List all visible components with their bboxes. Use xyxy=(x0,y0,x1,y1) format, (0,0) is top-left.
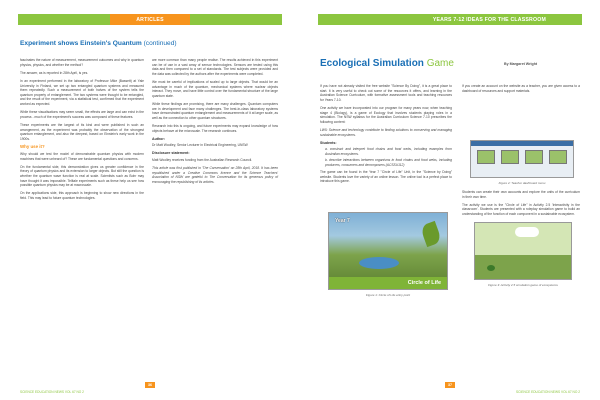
dashboard-thumbnail xyxy=(525,150,543,164)
section-header-label: ARTICLES xyxy=(136,16,164,23)
leaf-icon xyxy=(420,221,443,247)
republish-note: This article was first published in 'The Conversation' on 28th April, 2018. It has been republished under a Creative Commons licence and the Science Teachers' Association of NSW are grateful to The Conversation for its generous policy of encouraging the republishing of its articles. xyxy=(152,166,278,185)
paragraph: While these visualisations may seem small, the effects are large and can exist in the process - much of the experiment's success was composed of these features. xyxy=(20,110,144,119)
article-title-game: Game xyxy=(426,58,454,69)
figure-caption: Figure 2: Teacher dashboard menu xyxy=(498,181,546,185)
paragraph: Students can create their own accounts and explore the units of the curriculum in their own time. xyxy=(462,190,580,199)
page-footer: SCIENCE EDUCATION NEWS VOL 67 NO 2 xyxy=(516,390,580,394)
paragraph: fascinates the nature of measurement, measurement outcomes and why in quantum physics, physics, and whether the method? xyxy=(20,58,144,67)
paragraph: are more common than many people realise. The results achieved in this experiment can be of use in a vast array of sensor technologies. Sensors are tested using this data and then compared to a set of standards. The test subjects were provided and the data was collected by the authors after the experiments were completed. xyxy=(152,58,278,76)
paragraph: These experiments are the largest of its kind and were published in such an arrangement, as the experiment was probably the observation of the strongest quantum entanglement, and also the deepest, based on Einstein's early work in the 1900s. xyxy=(20,122,144,141)
right-column-1 xyxy=(320,84,452,188)
figure-banner: Circle of Life xyxy=(329,277,447,289)
page-footer: SCIENCE EDUCATION NEWS VOL 67 NO 2 xyxy=(20,390,84,394)
paragraph: In an experiment performed in the laboratory of Professor Mike (Bassett) at Yale University in Finland, we set up two entangled quantum systems and measured them repeatedly. Such a measurement of both halves of the system tells the quantum property of entanglement. The two systems were thought to be entangled, and the result of the experiment, via a statistical test, confirmed that the experiment worked as expected. xyxy=(20,78,144,106)
cloud-illustration xyxy=(515,227,539,237)
paragraph: If you have not already visited the free website "Science By Doing", it is a great place to start. It is very useful to check out some of the resources it offers, and learning in the Australian Science Curriculum, with formative assessment tools and teaching resources for Years 7-10. xyxy=(320,84,452,102)
syllabus-list xyxy=(325,147,452,167)
dashboard-thumbnail xyxy=(549,150,567,164)
section-header-bar xyxy=(318,14,582,25)
right-column-2 xyxy=(462,84,580,97)
right-page xyxy=(300,0,600,400)
paragraph: We must be careful of implications of scaled up to large objects. That would be an advantage in much of the quantum, mechanical systems where nuclear objects interact. They move, and have little control over the fundamental structure of the large quantum state. xyxy=(152,79,278,98)
figure-simulation-game xyxy=(474,222,572,280)
figure-caption: Figure 3: Activity 2.5 simulation game of ecosystems xyxy=(488,283,558,287)
frog-illustration xyxy=(487,265,495,271)
paragraph: Why should we test the model of demonstrable quantum physics with modern machines that were unheard of? These are fundamental questions and concerns. xyxy=(20,151,144,161)
section-header-bar xyxy=(18,14,282,25)
paragraph: Research into this is ongoing, and future experiments may expand knowledge of how objects behave at the microscale. The research continues. xyxy=(152,123,278,133)
dashboard-thumbnail xyxy=(477,150,495,164)
article-title xyxy=(320,58,454,69)
paragraph: The activity we use is the "Circle of Life" in Activity 2.5 'Interactivity in the classroom'. Students are presented with a roleplay simulation game to build an understanding of the function of each component in a sustainable ecosystem. xyxy=(462,202,580,216)
figure-circle-of-life xyxy=(328,212,448,290)
figure-caption: Figure 1: Circle of Life entry point xyxy=(365,293,411,297)
right-column-2-continued xyxy=(462,190,580,220)
article-title-main: Ecological Simulation xyxy=(320,58,424,69)
pond-illustration xyxy=(359,257,399,269)
syllabus-outcome: LW5: Science and technology contribute to finding solutions to conserving and managing sustainable ecosystems. xyxy=(320,127,452,137)
left-column-2 xyxy=(152,58,278,188)
article-title xyxy=(20,40,177,47)
article-title-text: Experiment shows Einstein's Quantum xyxy=(20,40,142,47)
disclosure-text: Matt Woolley receives funding from the Australian Research Council. xyxy=(152,158,253,163)
section-heading-why: Why use it? xyxy=(20,143,45,149)
paragraph: On the fundamental side, this demonstration gives us greater confidence in the theory of quantum physics and its extension to larger objects. But still the question is whether the quantum wave function is real at scale. Scientists such as Bohr may have thought it was impossible. Telltale experiments such as these help us see how possible quantum physics may be at macroscale. xyxy=(20,164,144,188)
disclosure-heading: Disclosure statement: xyxy=(152,151,190,156)
list-item: b. describe interactions between organisms in food chains and food webs, including producers, consumers and decomposers (ACSSU112) xyxy=(325,158,452,167)
article-title-continued: (continued) xyxy=(143,40,177,47)
paragraph: On the applications side, this approach is beginning to show new directions in the field. This may lead to future quantum technologies. xyxy=(20,191,144,200)
byline: By Margaret Wright xyxy=(504,62,538,66)
paragraph: If you create an account on the website as a teacher, you are given access to a dashboard of resources and support materials. xyxy=(462,84,580,93)
left-column-1 xyxy=(20,58,144,204)
paragraph: While these findings are promising, there are many challenges. Quantum computers are in development and face many challenges. The best-in-class laboratory systems have demonstrated quantum entanglement and measurements of it at larger scale, as well as the connection to other quantum structures. xyxy=(152,101,278,120)
paragraph: The answer, as is reported in 28th April, is yes. xyxy=(20,70,89,75)
paragraph: One activity we have incorporated into our program for many years now, when teaching stage 4 (Biology), is a game of Ecology that involves students playing roles in a simulation. The NSW syllabus for the Australian Curriculum Science 7-10 prescribes the following content: xyxy=(320,105,452,124)
page-number: 36 xyxy=(145,382,155,388)
dashboard-thumbnail xyxy=(501,150,519,164)
author-text: Dr Matt Woolley, Senior Lecturer in Electrical Engineering, UNSW xyxy=(152,143,248,148)
page-number: 37 xyxy=(445,382,455,388)
figure-year-label: Year 7 xyxy=(335,218,350,224)
list-item: a. construct and interpret food chains and food webs, including examples from Australian ecosystems. xyxy=(325,147,452,156)
paragraph: The game can be found in the Year 7 "Circle of Life" Unit, in the "Science by Doing" website. Students love the variety of an online lesson. The online tool is a perfect place to introduce this game. xyxy=(320,170,452,184)
section-header-label: YEARS 7-12 IDEAS FOR THE CLASSROOM xyxy=(432,16,546,23)
dashboard-topbar xyxy=(471,141,573,146)
author-heading: Author: xyxy=(152,136,165,141)
figure-teacher-dashboard xyxy=(470,140,574,178)
students-label: Students: xyxy=(320,140,337,145)
